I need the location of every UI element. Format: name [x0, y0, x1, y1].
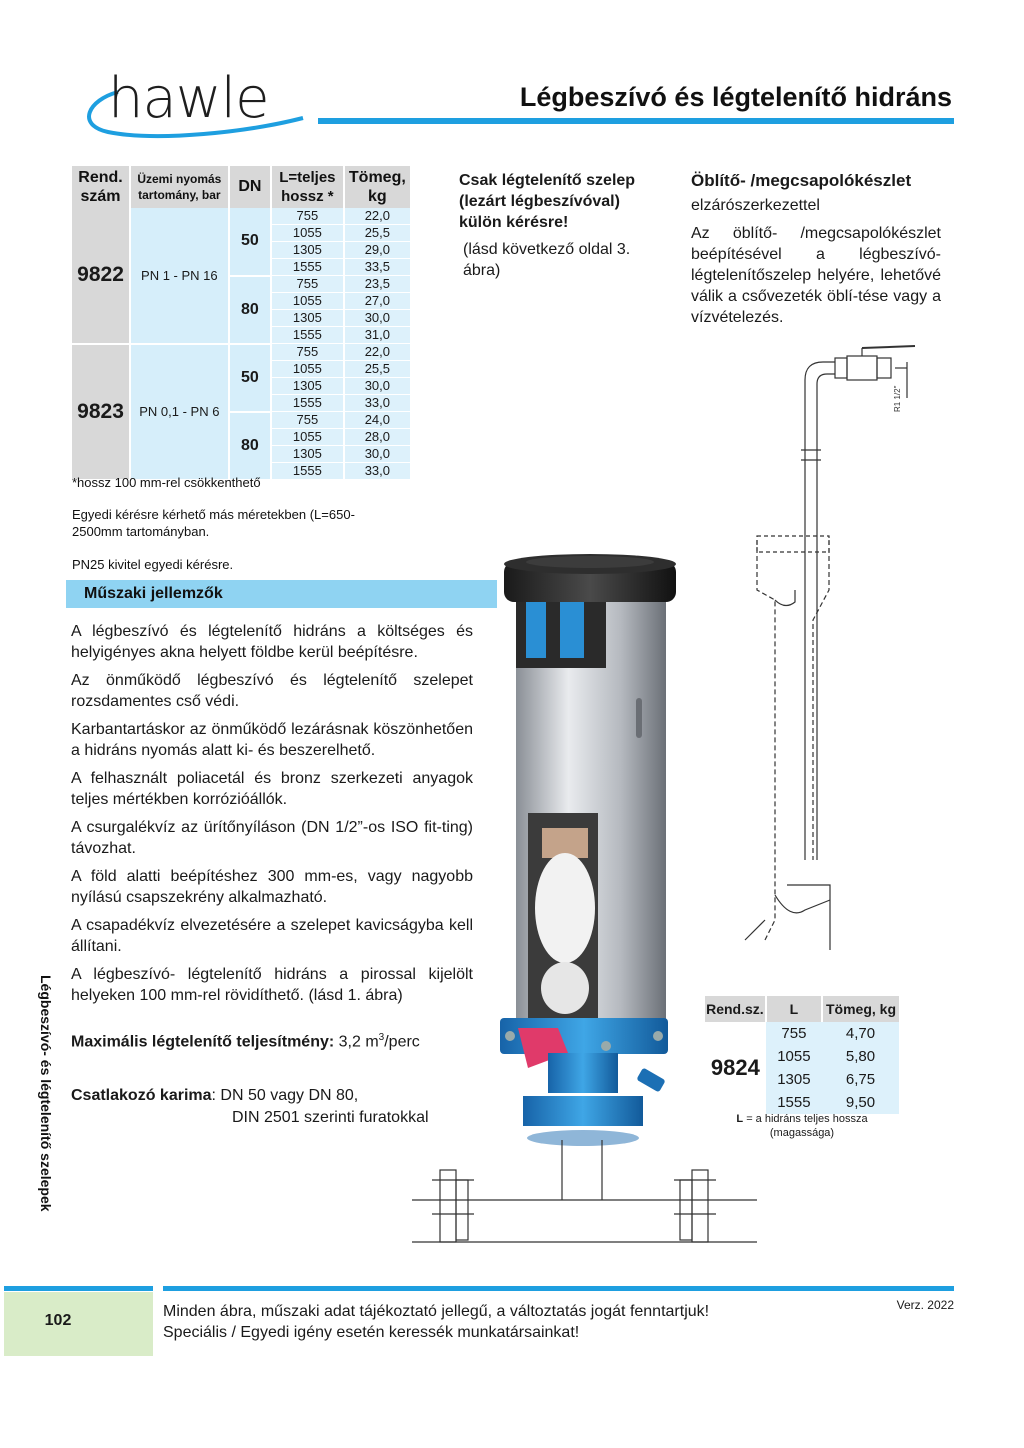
- kit-col-rend: Rend.sz.: [705, 996, 766, 1022]
- valve-note: [459, 170, 659, 281]
- footer-bar-left: [4, 1286, 153, 1291]
- kit-length-value: 1055: [766, 1045, 822, 1068]
- col-dn: DN: [229, 166, 271, 208]
- length-value: 1055: [271, 429, 344, 446]
- footer-bar-right: [163, 1286, 954, 1291]
- kit-length-value: 1555: [766, 1091, 822, 1114]
- paragraph: A légbeszívó- légtelenítő hidráns a pirossal kijelölt helyeken 100 mm-rel rövidíthető. (lásd 1. ábra): [71, 966, 473, 1004]
- kit-length-value: 755: [766, 1022, 822, 1045]
- length-value: 1555: [271, 463, 344, 480]
- weight-value: 22,0: [344, 208, 410, 225]
- side-label: Légbeszívó- és légtelenítő szelepek: [38, 975, 54, 1212]
- length-value: 1555: [271, 327, 344, 344]
- weight-value: 30,0: [344, 378, 410, 395]
- valve-note-bold: Csak légtelenítő szelep (lezárt légbeszívóval) külön kérésre!: [459, 172, 636, 231]
- tee-drawing: [412, 1140, 762, 1250]
- kit-note: [705, 1112, 899, 1140]
- kit-table: [705, 996, 899, 1114]
- kit-weight-value: 5,80: [822, 1045, 899, 1068]
- footer-line2: Speciális / Egyedi igény esetén keressék munkatársainkat!: [163, 1324, 580, 1341]
- paragraph: A légbeszívó és légtelenítő hidráns a költséges és helyigényes akna helyett földbe kerül beépítésre.: [71, 623, 473, 661]
- kit-subtitle: elzárószerkezettel: [691, 197, 820, 214]
- kit-title: Öblítő- /megcsapolókészlet: [691, 171, 912, 190]
- footer-line1: Minden ábra, műszaki adat tájékoztató jellegű, a változtatás jogát fenntartjuk!: [163, 1303, 710, 1320]
- dn-value: 80: [229, 412, 271, 480]
- length-value: 1055: [271, 361, 344, 378]
- length-value: 1555: [271, 259, 344, 276]
- kit-weight-value: 4,70: [822, 1022, 899, 1045]
- valve-note-normal: (lásd következő oldal 3. ábra): [463, 241, 631, 279]
- length-value: 1305: [271, 242, 344, 259]
- weight-value: 28,0: [344, 429, 410, 446]
- weight-value: 33,5: [344, 259, 410, 276]
- rend-number: 9822: [72, 208, 130, 344]
- weight-value: 33,0: [344, 395, 410, 412]
- page-number: 102: [44, 1312, 72, 1329]
- pressure-range: PN 0,1 - PN 6: [130, 344, 229, 480]
- length-value: 755: [271, 276, 344, 293]
- col-pressure: Üzemi nyomás tartomány, bar: [130, 166, 229, 208]
- kit-weight-value: 9,50: [822, 1091, 899, 1114]
- kit-length-value: 1305: [766, 1068, 822, 1091]
- weight-value: 25,5: [344, 361, 410, 378]
- table-row: [72, 208, 410, 225]
- dn-value: 50: [229, 208, 271, 276]
- paragraph: Karbantartáskor az önműködő lezárásnak köszönhetően a hidráns nyomás alatt ki- és beszerelhető.: [71, 721, 473, 759]
- kit-col-length: L: [766, 996, 822, 1022]
- kit-col-weight: Tömeg, kg: [822, 996, 899, 1022]
- paragraph: A csapadékvíz elvezetésére a szelepet kavicságyba kell állítani.: [71, 917, 473, 955]
- note-pn25: PN25 kivitel egyedi kérésre.: [72, 557, 234, 572]
- dn-value: 50: [229, 344, 271, 412]
- paragraph: Az önműködő légbeszívó és légtelenítő szelepet rozsdamentes cső védi.: [71, 672, 473, 710]
- weight-value: 24,0: [344, 412, 410, 429]
- weight-value: 31,0: [344, 327, 410, 344]
- kit-note-text: = a hidráns teljes hossza: [743, 1113, 868, 1125]
- flange-label: Csatlakozó karima: [71, 1087, 212, 1104]
- drawing-dimension-label: R1 1/2": [893, 385, 902, 412]
- weight-value: 27,0: [344, 293, 410, 310]
- section-title: Műszaki jellemzők: [66, 580, 497, 608]
- length-value: 1555: [271, 395, 344, 412]
- note-length: *hossz 100 mm-rel csökkenthető: [72, 475, 261, 490]
- flange-value1: : DN 50 vagy DN 80,: [211, 1087, 359, 1104]
- spec-table: [72, 166, 410, 481]
- paragraph: A felhasznált poliacetál és bronz szerkezeti anyagok teljes mértékben korrózióállók.: [71, 770, 473, 808]
- weight-value: 33,0: [344, 463, 410, 480]
- section-body: [71, 621, 473, 1013]
- weight-value: 30,0: [344, 310, 410, 327]
- max-capacity: [71, 1032, 420, 1051]
- note-custom-size: Egyedi kérésre kérhető más méretekben (L=650-2500mm tartományban.: [72, 507, 355, 539]
- pressure-range: PN 1 - PN 16: [130, 208, 229, 344]
- dn-value: 80: [229, 276, 271, 344]
- flange-info: [71, 1083, 358, 1109]
- col-rend: Rend. szám: [72, 166, 130, 208]
- length-value: 1305: [271, 378, 344, 395]
- max-capacity-unit: /perc: [384, 1033, 420, 1051]
- kit-weight-value: 6,75: [822, 1068, 899, 1091]
- version: Verz. 2022: [896, 1298, 954, 1312]
- logo: [78, 66, 308, 140]
- weight-value: 25,5: [344, 225, 410, 242]
- kit-rend-number: 9824: [705, 1022, 766, 1114]
- weight-value: 22,0: [344, 344, 410, 361]
- kit-description: Az öblítő- /megcsapolókészlet beépítésével a légbeszívó-légtelenítőszelep helyére, lehetővé válik a csővezeték öblí-tése vagy a vízvételezés.: [691, 225, 941, 326]
- weight-value: 30,0: [344, 446, 410, 463]
- max-capacity-label: Maximális légtelenítő teljesítmény:: [71, 1033, 335, 1051]
- rend-number: 9823: [72, 344, 130, 480]
- weight-value: 23,5: [344, 276, 410, 293]
- length-value: 1055: [271, 225, 344, 242]
- kit-note-bold: L: [736, 1113, 744, 1125]
- paragraph: A föld alatti beépítéshez 300 mm-es, vagy nagyobb nyílású csapszekrény alkalmazható.: [71, 868, 473, 906]
- paragraph: A csurgalékvíz az ürítőnyíláson (DN 1/2”-os ISO fit-ting) távozhat.: [71, 819, 473, 857]
- table-row: [72, 344, 410, 361]
- length-value: 755: [271, 412, 344, 429]
- col-length: L=teljes hossz *: [271, 166, 344, 208]
- kit-note-text2: (magassága): [769, 1127, 835, 1139]
- length-value: 755: [271, 208, 344, 225]
- length-value: 755: [271, 344, 344, 361]
- length-value: 1305: [271, 446, 344, 463]
- logo-text: hawle: [108, 66, 269, 131]
- col-weight: Tömeg, kg: [344, 166, 410, 208]
- length-value: 1055: [271, 293, 344, 310]
- max-capacity-value: 3,2 m: [338, 1033, 379, 1051]
- table-row: [705, 1022, 899, 1045]
- length-value: 1305: [271, 310, 344, 327]
- title-underline: [318, 118, 954, 124]
- page-title: Légbeszívó és légtelenítő hidráns: [519, 82, 952, 112]
- max-capacity-sup: 3: [378, 1032, 385, 1043]
- weight-value: 29,0: [344, 242, 410, 259]
- flange-value2: DIN 2501 szerinti furatokkal: [232, 1109, 429, 1126]
